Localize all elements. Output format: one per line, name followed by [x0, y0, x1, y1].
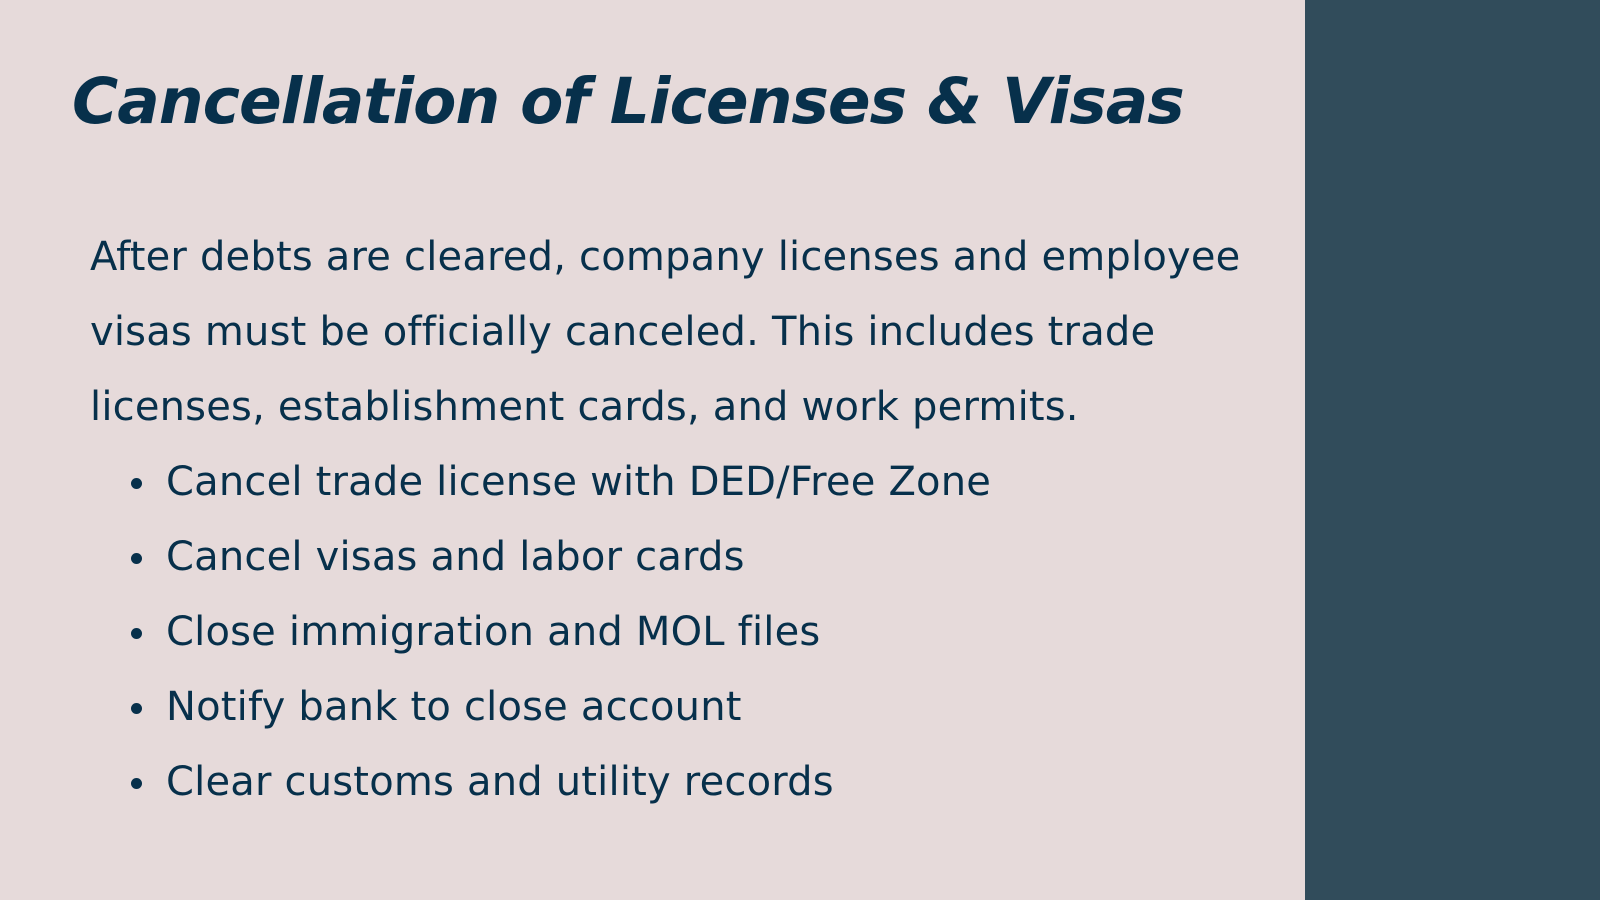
intro-paragraph: After debts are cleared, company licenses and employee visas must be officially canceled. This includes trade licenses, establishment cards, and work permits.: [90, 234, 1241, 430]
bullet-dot-icon: [131, 778, 142, 789]
bullet-dot-icon: [131, 628, 142, 639]
slide-title: Cancellation of Licenses & Visas: [72, 65, 1184, 138]
bullet-dot-icon: [131, 478, 142, 489]
bullet-dot-icon: [131, 553, 142, 564]
bullet-text: Close immigration and MOL files: [166, 609, 821, 655]
bullet-item: [90, 595, 1290, 670]
bullet-item: [90, 520, 1290, 595]
bullet-text: Cancel trade license with DED/Free Zone: [166, 459, 992, 505]
bullet-dot-icon: [131, 703, 142, 714]
bullet-list: [90, 445, 1290, 820]
bullet-text: Cancel visas and labor cards: [166, 534, 745, 580]
bullet-text: Notify bank to close account: [166, 684, 742, 730]
accent-side-panel: [1305, 0, 1600, 900]
bullet-item: [90, 670, 1290, 745]
slide-content: [90, 220, 1290, 820]
bullet-text: Clear customs and utility records: [166, 759, 834, 805]
bullet-item: [90, 745, 1290, 820]
bullet-item: [90, 445, 1290, 520]
